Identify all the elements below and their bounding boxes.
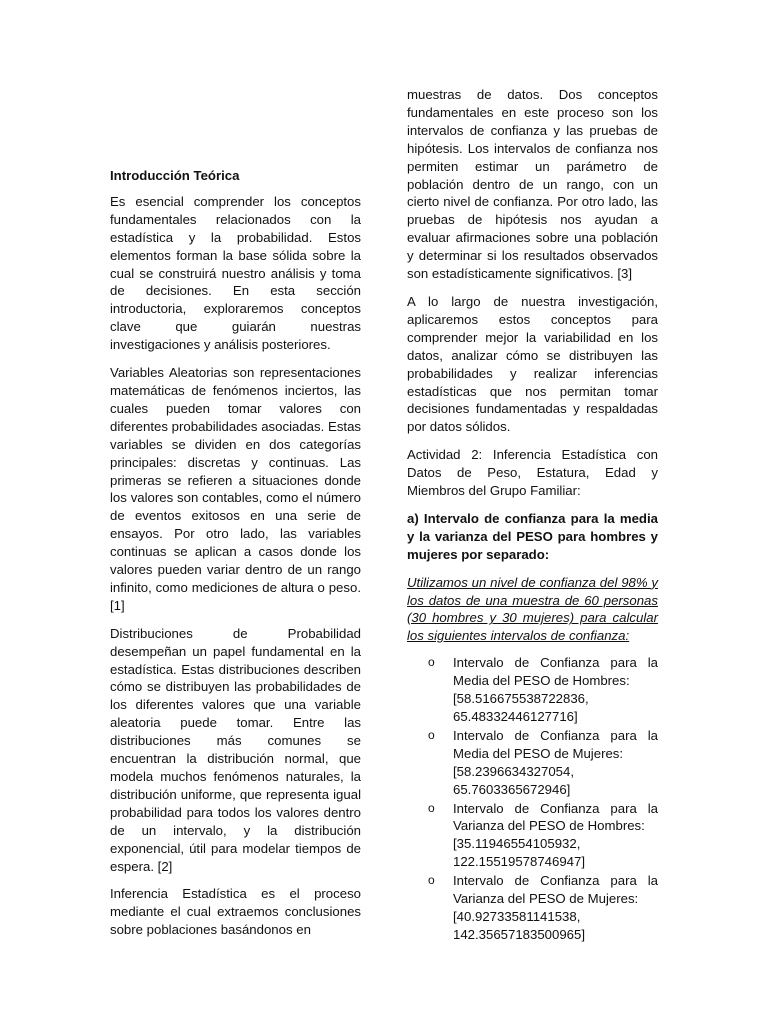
list-item — [407, 872, 658, 944]
interval-label: Intervalo de Confianza para la Media del PESO de Hombres: — [453, 655, 658, 689]
left-column — [110, 167, 361, 949]
inference-paragraph: Inferencia Estadística es el proceso mediante el cual extraemos conclusiones sobre poblaciones basándonos en — [110, 886, 361, 938]
interval-label: Intervalo de Confianza para la Varianza del PESO de Mujeres: — [453, 873, 658, 907]
interval-value: [58.2396634327054, 65.7603365672946] — [453, 763, 575, 797]
section-a-title: a) Intervalo de confianza para la media y la varianza del PESO para hombres y mujeres por separado: — [407, 510, 658, 562]
bullet-icon: o — [428, 727, 435, 742]
right-column — [407, 86, 658, 945]
activity-title: Actividad 2: Inferencia Estadística con Datos de Peso, Estatura, Edad y Miembros del Grupo Familiar: — [407, 447, 658, 499]
list-item — [407, 727, 658, 799]
inference-continued-paragraph: muestras de datos. Dos conceptos fundamentales en este proceso son los intervalos de confianza y las pruebas de hipótesis. Los intervalos de confianza nos permiten estimar un parámetro de población dentro de un rango, con un cierto nivel de confianza. Por otro lado, las pruebas de hipótesis nos ayudan a evaluar afirmaciones sobre una población y determinar si los resultados observados son estadísticamente significativos. [3] — [407, 87, 658, 282]
distributions-paragraph: Distribuciones de Probabilidad desempeñan un papel fundamental en la estadística. Estas distribuciones describen cómo se distribuyen las probabilidades de los diferentes valores que una variable aleatoria puede tomar. Entre las distribuciones más comunes se encuentran la distribución normal, que modela muchos fenómenos naturales, la distribución uniforme, que representa igual probabilidad para todos los valores dentro de un intervalo, y la distribución exponencial, útil para modelar tiempos de espera. [2] — [110, 625, 361, 874]
bullet-icon: o — [428, 873, 435, 888]
section-heading: Introducción Teórica — [110, 168, 240, 183]
interval-label: Intervalo de Confianza para la Varianza del PESO de Hombres: — [453, 800, 658, 834]
interval-value: [58.516675538722836, 65.48332446127716] — [453, 691, 589, 724]
list-item — [407, 654, 658, 726]
confidence-note: Utilizamos un nivel de confianza del 98% y los datos de una muestra de 60 personas (30 hombres y 30 mujeres) para calcular los siguientes intervalos de confianza: — [407, 574, 658, 644]
interval-label: Intervalo de Confianza para la Media del PESO de Mujeres: — [453, 727, 658, 761]
application-paragraph: A lo largo de nuestra investigación, aplicaremos estos conceptos para comprender mejor la variabilidad en los datos, analizar cómo se distribuyen las probabilidades y realizar inferencias estadísticas que nos permitan tomar decisiones fundamentadas y respaldadas por datos sólidos. — [407, 293, 658, 435]
interval-value: [40.92733581141538, 142.35657183500965] — [453, 908, 586, 942]
bullet-icon: o — [428, 655, 435, 670]
list-item — [407, 800, 658, 872]
bullet-icon: o — [428, 800, 435, 815]
intro-paragraph: Es esencial comprender los conceptos fundamentales relacionados con la estadística y la probabilidad. Estos elementos forman la base sólida sobre la cual se construirá nuestro análisis y toma de decisiones. En esta sección introductoria, exploraremos conceptos clave que guiarán nuestras investigaciones y análisis posteriores. — [110, 193, 361, 353]
intervals-list — [407, 654, 658, 944]
random-variables-paragraph: Variables Aleatorias son representaciones matemáticas de fenómenos inciertos, las cuales pueden tomar valores con diferentes probabilidades asociadas. Estas variables se dividen en dos categorías principales: discretas y continuas. Las primeras se refieren a situaciones donde los valores son contables, como el número de eventos exitosos en una serie de ensayos. Por otro lado, las variables continuas se aplican a casos donde los valores pueden variar dentro de un rango infinito, como mediciones de altura o peso. [1] — [110, 365, 361, 613]
interval-value: [35.11946554105932, 122.15519578746947] — [453, 836, 586, 870]
